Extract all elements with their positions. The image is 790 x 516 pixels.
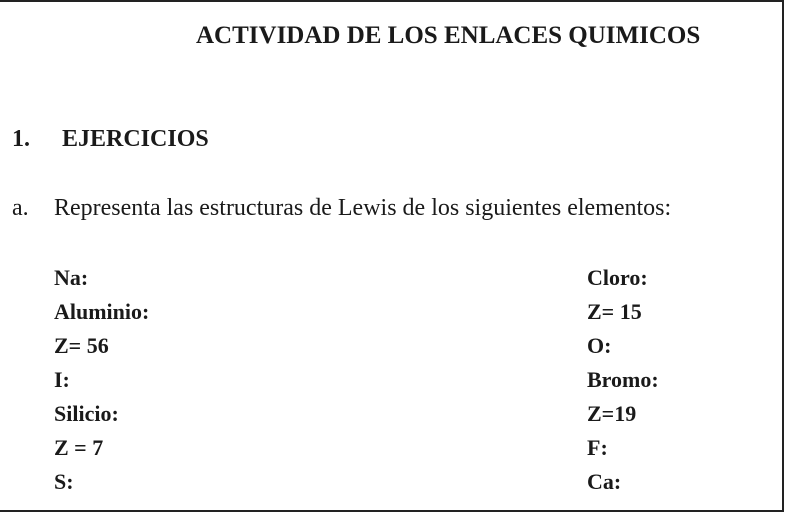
document-title: ACTIVIDAD DE LOS ENLACES QUIMICOS xyxy=(196,22,701,49)
instruction-letter: a. xyxy=(12,195,29,221)
section-heading xyxy=(12,126,209,153)
element-item: Silicio: xyxy=(54,401,119,426)
element-item: O: xyxy=(587,333,612,358)
element-item: Z= 56 xyxy=(54,333,109,358)
element-item: S: xyxy=(54,469,74,494)
element-item: Z=19 xyxy=(587,401,637,426)
exercise-instruction xyxy=(12,195,671,222)
element-item: Bromo: xyxy=(587,367,659,392)
element-list-left xyxy=(54,261,149,499)
section-number: 1. xyxy=(12,126,30,152)
element-list-right xyxy=(587,261,659,499)
instruction-text: Representa las estructuras de Lewis de los siguientes elementos: xyxy=(54,195,672,221)
section-title: EJERCICIOS xyxy=(62,126,209,152)
element-item: Z= 15 xyxy=(587,299,642,324)
element-item: I: xyxy=(54,367,70,392)
element-item: F: xyxy=(587,435,608,460)
element-item: Na: xyxy=(54,265,89,290)
element-item: Z = 7 xyxy=(54,435,104,460)
element-item: Ca: xyxy=(587,469,622,494)
element-item: Cloro: xyxy=(587,265,648,290)
element-item: Aluminio: xyxy=(54,299,150,324)
